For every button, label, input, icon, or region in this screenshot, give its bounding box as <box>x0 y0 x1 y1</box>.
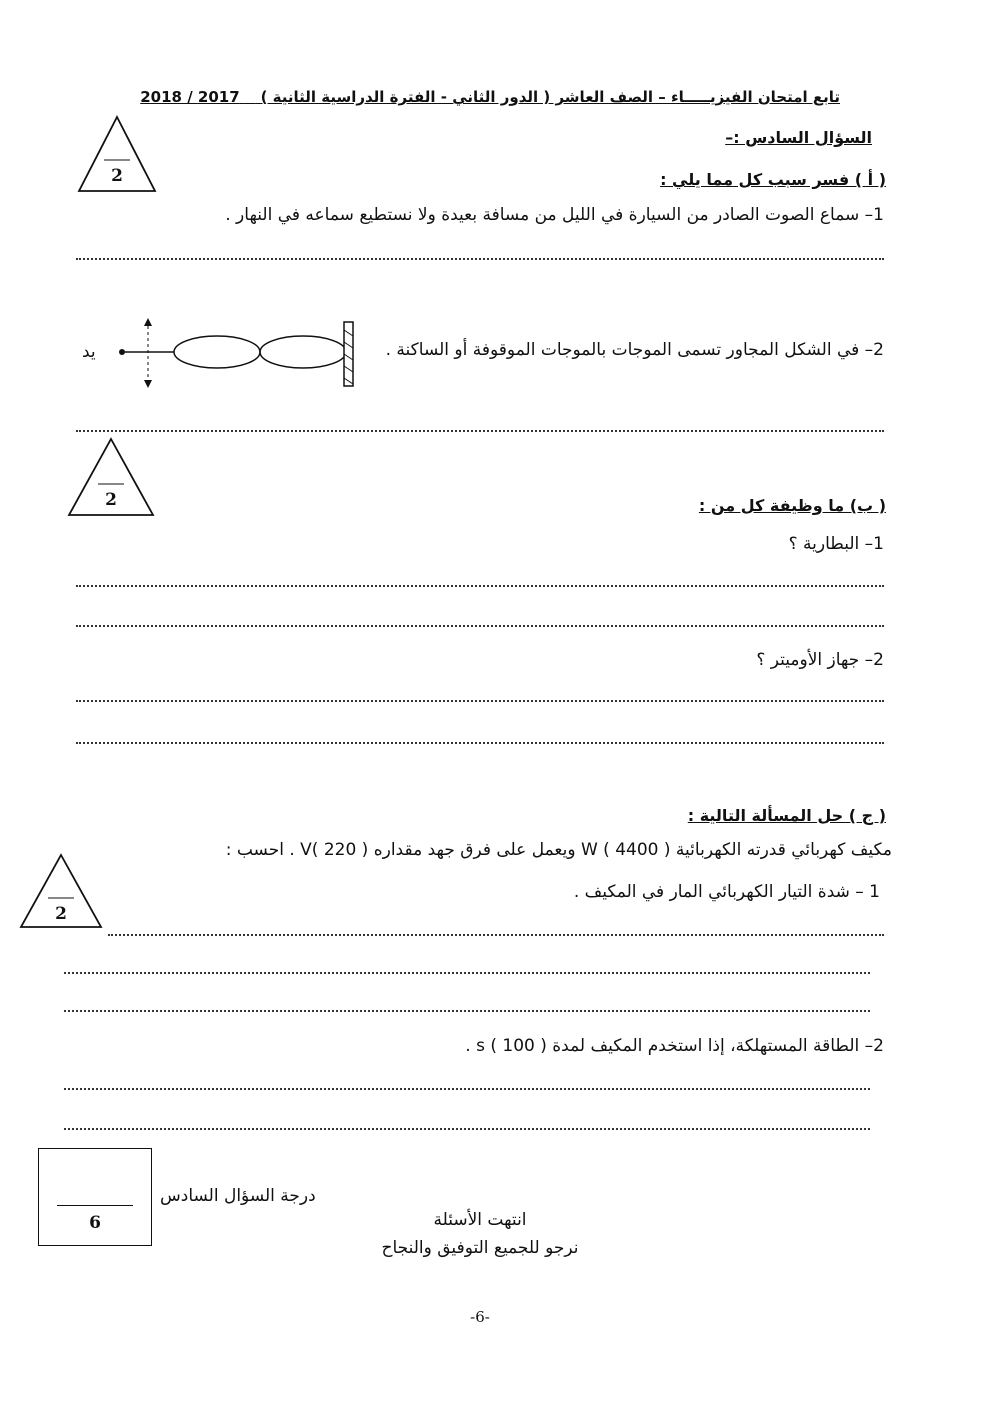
part-b-item-1: 1– البطارية ؟ <box>788 534 884 554</box>
answer-line[interactable] <box>64 972 870 974</box>
part-c-problem: مكيف كهربائي قدرته الكهربائية W ( 4400 ) ويعمل على فرق جهد مقداره V( 220 ) . احسب : <box>225 840 892 860</box>
answer-line[interactable] <box>76 700 884 702</box>
end-of-questions: انتهت الأسئلة <box>433 1210 527 1230</box>
exam-header-title: تابع امتحان الفيزيـــــاء – الصف العاشر ( الدور الثاني - الفترة الدراسية الثانية ) <box>260 88 840 106</box>
part-c-score: 2 <box>55 904 67 924</box>
part-a-item-1: 1– سماع الصوت الصادر من السيارة في الليل من مسافة بعيدة ولا نستطيع سماعه في النهار . <box>225 205 884 225</box>
answer-line[interactable] <box>64 1010 870 1012</box>
part-c-item-1: 1 – شدة التيار الكهربائي المار في المكيف . <box>573 882 880 902</box>
answer-line[interactable] <box>76 742 884 744</box>
answer-line[interactable] <box>64 1088 870 1090</box>
figure-hand-label: يد <box>82 342 96 362</box>
answer-line[interactable] <box>108 934 884 936</box>
part-b-item-2: 2– جهاز الأوميتر ؟ <box>756 650 884 670</box>
good-luck-message: نرجو للجميع التوفيق والنجاح <box>381 1238 579 1258</box>
page-number: -6- <box>470 1308 490 1326</box>
total-score-divider <box>57 1205 133 1206</box>
part-a-title: ( أ ) فسر سبب كل مما يلي : <box>660 170 886 189</box>
exam-header <box>140 88 840 106</box>
total-score: 6 <box>89 1213 101 1233</box>
answer-line[interactable] <box>64 1128 870 1130</box>
part-a-item-2: 2– في الشكل المجاور تسمى الموجات بالموجات الموقوفة أو الساكنة . <box>385 340 884 360</box>
total-score-box <box>38 1148 152 1246</box>
answer-line[interactable] <box>76 258 884 260</box>
part-a-score: 2 <box>111 166 123 186</box>
question-title: السؤال السادس :– <box>725 128 872 147</box>
exam-year: 2017 / 2018 <box>140 88 240 106</box>
answer-line[interactable] <box>76 625 884 627</box>
part-c-title: ( ج ) حل المسألة التالية : <box>687 806 886 825</box>
total-score-label: درجة السؤال السادس <box>160 1186 316 1206</box>
answer-line[interactable] <box>76 585 884 587</box>
part-c-item-2: 2– الطاقة المستهلكة، إذا استخدم المكيف لمدة s ( 100 ) . <box>465 1036 884 1056</box>
standing-wave-figure <box>112 316 362 392</box>
part-b-score: 2 <box>105 490 117 510</box>
answer-line[interactable] <box>76 430 884 432</box>
part-b-title: ( ب) ما وظيفة كل من : <box>698 496 886 515</box>
